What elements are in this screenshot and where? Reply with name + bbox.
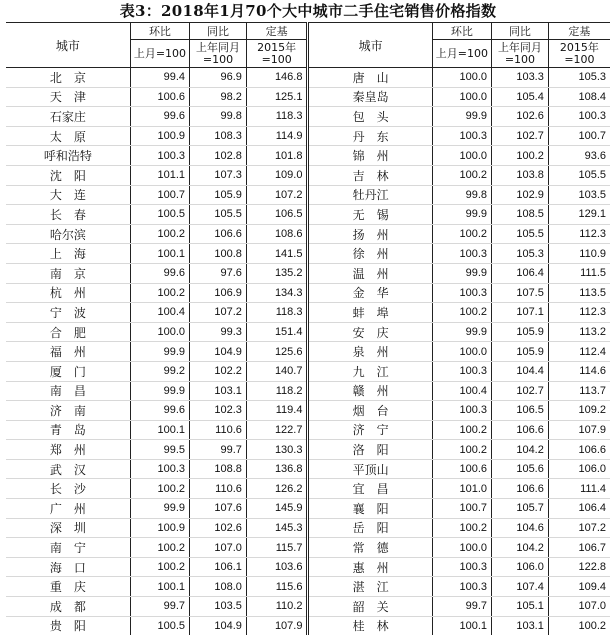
left-city-cell: 杭 州 xyxy=(6,283,130,303)
right-city-cell: 金 华 xyxy=(308,283,432,303)
right-base-cell: 107.9 xyxy=(548,420,610,440)
left-base-cell: 136.8 xyxy=(246,459,308,479)
subheader-base-left: 2015年=100 xyxy=(246,40,308,68)
table-row xyxy=(6,597,610,617)
left-city-cell: 长 春 xyxy=(6,205,130,225)
table-row xyxy=(6,107,610,127)
header-base-right: 定基 xyxy=(548,23,610,40)
right-mom-cell: 100.3 xyxy=(432,283,491,303)
right-mom-cell: 100.3 xyxy=(432,126,491,146)
left-mom-cell: 99.6 xyxy=(130,263,189,283)
left-city-cell: 合 肥 xyxy=(6,322,130,342)
left-base-cell: 118.2 xyxy=(246,381,308,401)
right-yoy-cell: 102.6 xyxy=(492,107,549,127)
left-base-cell: 125.1 xyxy=(246,87,308,107)
table-row xyxy=(6,342,610,362)
table-row xyxy=(6,401,610,421)
table-body xyxy=(6,68,610,635)
right-mom-cell: 100.1 xyxy=(432,616,491,635)
right-yoy-cell: 106.0 xyxy=(492,557,549,577)
left-yoy-cell: 103.1 xyxy=(190,381,247,401)
table-row xyxy=(6,263,610,283)
left-base-cell: 110.2 xyxy=(246,597,308,617)
left-mom-cell: 99.7 xyxy=(130,597,189,617)
left-city-cell: 大 连 xyxy=(6,185,130,205)
left-mom-cell: 99.2 xyxy=(130,361,189,381)
right-mom-cell: 100.2 xyxy=(432,165,491,185)
right-city-cell: 岳 阳 xyxy=(308,518,432,538)
left-city-cell: 深 圳 xyxy=(6,518,130,538)
right-mom-cell: 99.9 xyxy=(432,322,491,342)
left-mom-cell: 99.9 xyxy=(130,342,189,362)
subheader-mom-left: 上月=100 xyxy=(130,40,189,68)
left-base-cell: 130.3 xyxy=(246,440,308,460)
left-mom-cell: 99.4 xyxy=(130,68,189,88)
table-row xyxy=(6,499,610,519)
left-mom-cell: 100.3 xyxy=(130,459,189,479)
left-yoy-cell: 104.9 xyxy=(190,616,247,635)
left-yoy-cell: 108.3 xyxy=(190,126,247,146)
right-city-cell: 襄 阳 xyxy=(308,499,432,519)
left-base-cell: 119.4 xyxy=(246,401,308,421)
right-mom-cell: 100.4 xyxy=(432,381,491,401)
left-yoy-cell: 102.8 xyxy=(190,146,247,166)
left-mom-cell: 100.0 xyxy=(130,322,189,342)
right-mom-cell: 100.0 xyxy=(432,538,491,558)
right-yoy-cell: 104.4 xyxy=(492,361,549,381)
left-yoy-cell: 96.9 xyxy=(190,68,247,88)
left-mom-cell: 100.1 xyxy=(130,577,189,597)
right-base-cell: 111.4 xyxy=(548,479,610,499)
left-city-cell: 成 都 xyxy=(6,597,130,617)
right-city-cell: 包 头 xyxy=(308,107,432,127)
left-base-cell: 126.2 xyxy=(246,479,308,499)
table-row xyxy=(6,126,610,146)
right-yoy-cell: 102.7 xyxy=(492,126,549,146)
left-city-cell: 重 庆 xyxy=(6,577,130,597)
right-base-cell: 110.9 xyxy=(548,244,610,264)
right-base-cell: 106.0 xyxy=(548,459,610,479)
left-city-cell: 济 南 xyxy=(6,401,130,421)
left-city-cell: 呼和浩特 xyxy=(6,146,130,166)
left-city-cell: 郑 州 xyxy=(6,440,130,460)
right-base-cell: 114.6 xyxy=(548,361,610,381)
header-yoy-right: 同比 xyxy=(492,23,549,40)
right-city-cell: 温 州 xyxy=(308,263,432,283)
table-row xyxy=(6,440,610,460)
left-city-cell: 广 州 xyxy=(6,499,130,519)
table-row xyxy=(6,146,610,166)
right-mom-cell: 100.2 xyxy=(432,303,491,323)
right-city-cell: 扬 州 xyxy=(308,224,432,244)
left-base-cell: 103.6 xyxy=(246,557,308,577)
right-city-cell: 九 江 xyxy=(308,361,432,381)
right-mom-cell: 101.0 xyxy=(432,479,491,499)
left-yoy-cell: 107.3 xyxy=(190,165,247,185)
left-yoy-cell: 102.6 xyxy=(190,518,247,538)
left-base-cell: 114.9 xyxy=(246,126,308,146)
right-base-cell: 109.2 xyxy=(548,401,610,421)
right-mom-cell: 100.6 xyxy=(432,459,491,479)
left-city-cell: 海 口 xyxy=(6,557,130,577)
right-base-cell: 106.6 xyxy=(548,440,610,460)
left-base-cell: 118.3 xyxy=(246,107,308,127)
right-city-cell: 秦皇岛 xyxy=(308,87,432,107)
left-mom-cell: 99.5 xyxy=(130,440,189,460)
left-base-cell: 122.7 xyxy=(246,420,308,440)
left-yoy-cell: 106.6 xyxy=(190,224,247,244)
left-mom-cell: 100.7 xyxy=(130,185,189,205)
left-yoy-cell: 107.2 xyxy=(190,303,247,323)
right-yoy-cell: 106.4 xyxy=(492,263,549,283)
left-base-cell: 125.6 xyxy=(246,342,308,362)
left-mom-cell: 100.2 xyxy=(130,538,189,558)
right-yoy-cell: 106.6 xyxy=(492,479,549,499)
left-base-cell: 140.7 xyxy=(246,361,308,381)
right-mom-cell: 100.3 xyxy=(432,577,491,597)
left-mom-cell: 100.9 xyxy=(130,126,189,146)
right-base-cell: 106.7 xyxy=(548,538,610,558)
right-city-cell: 桂 林 xyxy=(308,616,432,635)
left-base-cell: 151.4 xyxy=(246,322,308,342)
right-yoy-cell: 108.5 xyxy=(492,205,549,225)
left-yoy-cell: 107.6 xyxy=(190,499,247,519)
left-yoy-cell: 98.2 xyxy=(190,87,247,107)
right-city-cell: 平顶山 xyxy=(308,459,432,479)
header-base-left: 定基 xyxy=(246,23,308,40)
right-city-cell: 宜 昌 xyxy=(308,479,432,499)
right-base-cell: 129.1 xyxy=(548,205,610,225)
right-base-cell: 107.2 xyxy=(548,518,610,538)
table-row xyxy=(6,479,610,499)
right-city-cell: 洛 阳 xyxy=(308,440,432,460)
right-mom-cell: 99.9 xyxy=(432,107,491,127)
right-yoy-cell: 104.2 xyxy=(492,538,549,558)
left-city-cell: 厦 门 xyxy=(6,361,130,381)
right-city-cell: 锦 州 xyxy=(308,146,432,166)
left-base-cell: 146.8 xyxy=(246,68,308,88)
right-base-cell: 112.4 xyxy=(548,342,610,362)
left-city-cell: 福 州 xyxy=(6,342,130,362)
left-city-cell: 天 津 xyxy=(6,87,130,107)
table-row xyxy=(6,244,610,264)
table-title: 表3：2018年1月70个大中城市二手住宅销售价格指数 xyxy=(0,0,616,22)
right-mom-cell: 100.7 xyxy=(432,499,491,519)
right-mom-cell: 99.8 xyxy=(432,185,491,205)
right-mom-cell: 100.2 xyxy=(432,518,491,538)
right-city-cell: 韶 关 xyxy=(308,597,432,617)
left-mom-cell: 100.6 xyxy=(130,87,189,107)
left-yoy-cell: 105.5 xyxy=(190,205,247,225)
right-mom-cell: 99.9 xyxy=(432,263,491,283)
right-base-cell: 108.4 xyxy=(548,87,610,107)
right-yoy-cell: 107.1 xyxy=(492,303,549,323)
right-city-cell: 无 锡 xyxy=(308,205,432,225)
right-city-cell: 湛 江 xyxy=(308,577,432,597)
table-row xyxy=(6,361,610,381)
left-city-cell: 上 海 xyxy=(6,244,130,264)
right-base-cell: 113.2 xyxy=(548,322,610,342)
price-index-table xyxy=(6,22,610,635)
table-row xyxy=(6,577,610,597)
right-base-cell: 106.4 xyxy=(548,499,610,519)
left-mom-cell: 100.2 xyxy=(130,224,189,244)
left-yoy-cell: 102.2 xyxy=(190,361,247,381)
left-mom-cell: 100.2 xyxy=(130,283,189,303)
right-base-cell: 93.6 xyxy=(548,146,610,166)
header-yoy-left: 同比 xyxy=(190,23,247,40)
left-yoy-cell: 103.5 xyxy=(190,597,247,617)
table-row xyxy=(6,538,610,558)
right-city-cell: 牡丹江 xyxy=(308,185,432,205)
left-mom-cell: 99.9 xyxy=(130,499,189,519)
right-yoy-cell: 102.7 xyxy=(492,381,549,401)
left-base-cell: 118.3 xyxy=(246,303,308,323)
left-base-cell: 106.5 xyxy=(246,205,308,225)
table-row xyxy=(6,322,610,342)
right-yoy-cell: 105.6 xyxy=(492,459,549,479)
right-city-cell: 泉 州 xyxy=(308,342,432,362)
left-yoy-cell: 105.9 xyxy=(190,185,247,205)
table-row xyxy=(6,616,610,635)
right-base-cell: 111.5 xyxy=(548,263,610,283)
right-mom-cell: 100.3 xyxy=(432,401,491,421)
left-mom-cell: 101.1 xyxy=(130,165,189,185)
table-row xyxy=(6,557,610,577)
left-base-cell: 115.6 xyxy=(246,577,308,597)
table-row xyxy=(6,205,610,225)
right-city-cell: 吉 林 xyxy=(308,165,432,185)
left-yoy-cell: 106.1 xyxy=(190,557,247,577)
table-row xyxy=(6,68,610,88)
right-yoy-cell: 105.9 xyxy=(492,342,549,362)
right-yoy-cell: 103.1 xyxy=(492,616,549,635)
right-city-cell: 赣 州 xyxy=(308,381,432,401)
right-base-cell: 112.3 xyxy=(548,224,610,244)
right-base-cell: 100.3 xyxy=(548,107,610,127)
right-mom-cell: 100.2 xyxy=(432,420,491,440)
left-base-cell: 115.7 xyxy=(246,538,308,558)
right-base-cell: 105.3 xyxy=(548,68,610,88)
right-yoy-cell: 102.9 xyxy=(492,185,549,205)
right-yoy-cell: 107.5 xyxy=(492,283,549,303)
left-base-cell: 107.2 xyxy=(246,185,308,205)
left-yoy-cell: 99.7 xyxy=(190,440,247,460)
left-base-cell: 107.9 xyxy=(246,616,308,635)
left-city-cell: 宁 波 xyxy=(6,303,130,323)
left-base-cell: 145.3 xyxy=(246,518,308,538)
left-base-cell: 135.2 xyxy=(246,263,308,283)
table-row xyxy=(6,87,610,107)
right-yoy-cell: 105.7 xyxy=(492,499,549,519)
left-city-cell: 南 宁 xyxy=(6,538,130,558)
left-yoy-cell: 110.6 xyxy=(190,420,247,440)
header-city-right: 城市 xyxy=(308,23,432,68)
left-mom-cell: 100.4 xyxy=(130,303,189,323)
left-yoy-cell: 108.8 xyxy=(190,459,247,479)
right-city-cell: 唐 山 xyxy=(308,68,432,88)
right-base-cell: 103.5 xyxy=(548,185,610,205)
right-yoy-cell: 103.8 xyxy=(492,165,549,185)
left-city-cell: 哈尔滨 xyxy=(6,224,130,244)
right-yoy-cell: 104.2 xyxy=(492,440,549,460)
left-yoy-cell: 97.6 xyxy=(190,263,247,283)
left-base-cell: 134.3 xyxy=(246,283,308,303)
table-row xyxy=(6,165,610,185)
right-base-cell: 113.7 xyxy=(548,381,610,401)
right-yoy-cell: 105.5 xyxy=(492,224,549,244)
right-base-cell: 112.3 xyxy=(548,303,610,323)
left-mom-cell: 100.2 xyxy=(130,557,189,577)
left-base-cell: 145.9 xyxy=(246,499,308,519)
left-city-cell: 长 沙 xyxy=(6,479,130,499)
right-mom-cell: 100.3 xyxy=(432,361,491,381)
left-city-cell: 南 京 xyxy=(6,263,130,283)
left-city-cell: 沈 阳 xyxy=(6,165,130,185)
left-yoy-cell: 99.8 xyxy=(190,107,247,127)
right-city-cell: 丹 东 xyxy=(308,126,432,146)
table-row xyxy=(6,303,610,323)
right-base-cell: 105.5 xyxy=(548,165,610,185)
left-yoy-cell: 102.3 xyxy=(190,401,247,421)
right-city-cell: 徐 州 xyxy=(308,244,432,264)
left-yoy-cell: 106.9 xyxy=(190,283,247,303)
right-mom-cell: 100.3 xyxy=(432,557,491,577)
left-city-cell: 太 原 xyxy=(6,126,130,146)
right-yoy-cell: 105.1 xyxy=(492,597,549,617)
right-mom-cell: 100.0 xyxy=(432,146,491,166)
table-row xyxy=(6,185,610,205)
left-mom-cell: 100.3 xyxy=(130,146,189,166)
right-yoy-cell: 105.3 xyxy=(492,244,549,264)
right-mom-cell: 100.3 xyxy=(432,244,491,264)
right-yoy-cell: 106.6 xyxy=(492,420,549,440)
right-yoy-cell: 105.9 xyxy=(492,322,549,342)
left-base-cell: 101.8 xyxy=(246,146,308,166)
right-base-cell: 109.4 xyxy=(548,577,610,597)
right-city-cell: 烟 台 xyxy=(308,401,432,421)
left-mom-cell: 100.2 xyxy=(130,479,189,499)
left-yoy-cell: 107.0 xyxy=(190,538,247,558)
left-mom-cell: 99.6 xyxy=(130,401,189,421)
left-base-cell: 108.6 xyxy=(246,224,308,244)
table-row xyxy=(6,459,610,479)
right-city-cell: 济 宁 xyxy=(308,420,432,440)
right-city-cell: 常 德 xyxy=(308,538,432,558)
right-base-cell: 100.7 xyxy=(548,126,610,146)
right-base-cell: 122.8 xyxy=(548,557,610,577)
header-mom-right: 环比 xyxy=(432,23,491,40)
left-yoy-cell: 100.8 xyxy=(190,244,247,264)
left-yoy-cell: 110.6 xyxy=(190,479,247,499)
right-mom-cell: 100.0 xyxy=(432,68,491,88)
left-mom-cell: 100.5 xyxy=(130,616,189,635)
left-mom-cell: 100.9 xyxy=(130,518,189,538)
table-row xyxy=(6,283,610,303)
right-yoy-cell: 100.2 xyxy=(492,146,549,166)
left-base-cell: 141.5 xyxy=(246,244,308,264)
table-row xyxy=(6,420,610,440)
right-mom-cell: 99.7 xyxy=(432,597,491,617)
left-mom-cell: 99.9 xyxy=(130,381,189,401)
subheader-yoy-left: 上年同月=100 xyxy=(190,40,247,68)
left-yoy-cell: 99.3 xyxy=(190,322,247,342)
right-base-cell: 113.5 xyxy=(548,283,610,303)
header-city-left: 城市 xyxy=(6,23,130,68)
right-mom-cell: 100.0 xyxy=(432,87,491,107)
header-mom-left: 环比 xyxy=(130,23,189,40)
left-mom-cell: 100.1 xyxy=(130,244,189,264)
left-yoy-cell: 104.9 xyxy=(190,342,247,362)
right-yoy-cell: 104.6 xyxy=(492,518,549,538)
right-city-cell: 安 庆 xyxy=(308,322,432,342)
right-city-cell: 蚌 埠 xyxy=(308,303,432,323)
table-row xyxy=(6,381,610,401)
left-city-cell: 北 京 xyxy=(6,68,130,88)
right-base-cell: 107.0 xyxy=(548,597,610,617)
subheader-base-right: 2015年=100 xyxy=(548,40,610,68)
subheader-mom-right: 上月=100 xyxy=(432,40,491,68)
table-header xyxy=(6,23,610,68)
left-city-cell: 贵 阳 xyxy=(6,616,130,635)
right-mom-cell: 100.2 xyxy=(432,224,491,244)
left-city-cell: 青 岛 xyxy=(6,420,130,440)
right-yoy-cell: 105.4 xyxy=(492,87,549,107)
left-city-cell: 南 昌 xyxy=(6,381,130,401)
left-mom-cell: 100.5 xyxy=(130,205,189,225)
left-mom-cell: 100.1 xyxy=(130,420,189,440)
right-city-cell: 惠 州 xyxy=(308,557,432,577)
right-yoy-cell: 107.4 xyxy=(492,577,549,597)
table-row xyxy=(6,518,610,538)
left-city-cell: 武 汉 xyxy=(6,459,130,479)
left-mom-cell: 99.6 xyxy=(130,107,189,127)
left-city-cell: 石家庄 xyxy=(6,107,130,127)
right-mom-cell: 99.9 xyxy=(432,205,491,225)
right-yoy-cell: 106.5 xyxy=(492,401,549,421)
right-mom-cell: 100.0 xyxy=(432,342,491,362)
right-yoy-cell: 103.3 xyxy=(492,68,549,88)
subheader-yoy-right: 上年同月=100 xyxy=(492,40,549,68)
left-yoy-cell: 108.0 xyxy=(190,577,247,597)
right-base-cell: 100.2 xyxy=(548,616,610,635)
right-mom-cell: 100.2 xyxy=(432,440,491,460)
left-base-cell: 109.0 xyxy=(246,165,308,185)
table-row xyxy=(6,224,610,244)
